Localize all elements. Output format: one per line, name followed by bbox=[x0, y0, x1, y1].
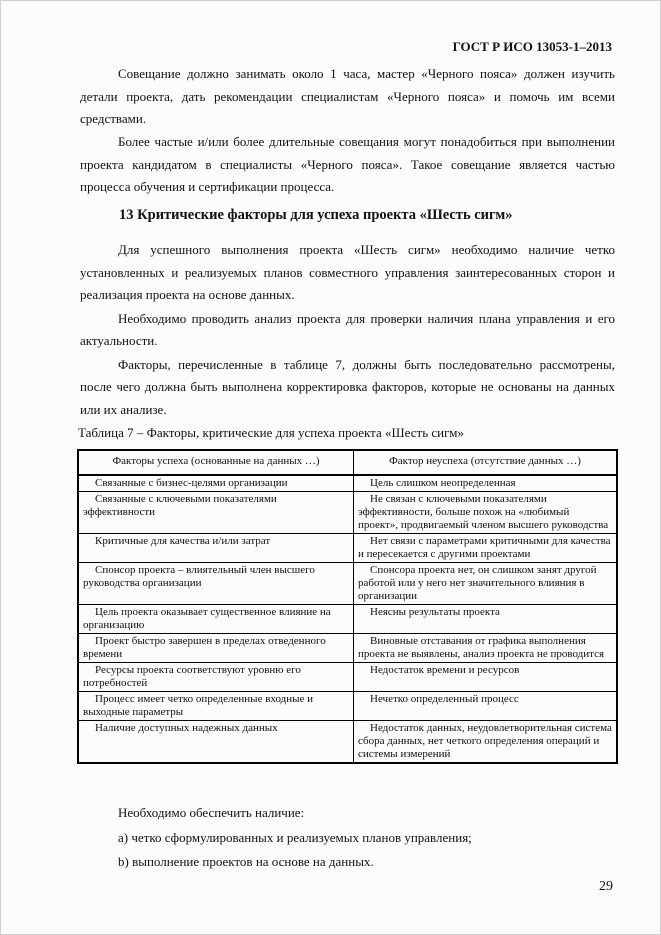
table-caption: Таблица 7 – Факторы, критические для успеха проекта «Шесть сигм» bbox=[78, 425, 464, 440]
table-cell: Виновные отставания от графика выполнения проекта не выявлены, анализ проекта не проводится bbox=[354, 634, 618, 663]
table-cell: Связанные с бизнес-целями организации bbox=[78, 475, 354, 492]
table-header-row bbox=[78, 450, 617, 475]
standard-header: ГОСТ Р ИСО 13053-1–2013 bbox=[452, 39, 612, 54]
table-row bbox=[78, 492, 617, 534]
table-row bbox=[78, 721, 617, 764]
table-cell: Связанные с ключевыми показателями эффективности bbox=[78, 492, 354, 534]
paragraph: Необходимо обеспечить наличие: bbox=[118, 805, 305, 820]
table-cell: Цель слишком неопределенная bbox=[354, 475, 618, 492]
table-cell: Цель проекта оказывает существенное влияние на организацию bbox=[78, 605, 354, 634]
paragraph: Для успешного выполнения проекта «Шесть сигм» необходимо наличие четко установленных и реализуемых планов совместного управления заинтересованных сторон и реализация проекта на основе данных. bbox=[80, 242, 615, 302]
table-row bbox=[78, 534, 617, 563]
paragraph: Необходимо проводить анализ проекта для проверки наличия плана управления и его актуальности. bbox=[80, 310, 615, 348]
table-row bbox=[78, 475, 617, 492]
list-item: b) выполнение проектов на основе на данных. bbox=[118, 854, 374, 869]
table-cell: Ресурсы проекта соответствуют уровню его потребностей bbox=[78, 663, 354, 692]
intro-paragraph-1 bbox=[80, 63, 615, 131]
column-header-success: Факторы успеха (основанные на данных …) bbox=[78, 450, 354, 475]
table-cell: Не связан с ключевыми показателями эффективности, больше похож на «любимый проект», продвигаемый членом высшего руководства bbox=[354, 492, 618, 534]
table-row bbox=[78, 663, 617, 692]
factors-table bbox=[77, 449, 618, 764]
paragraph: Совещание должно занимать около 1 часа, мастер «Черного пояса» должен изучить детали проекта, дать рекомендации специалистам «Черного пояса» и помочь им всеми средствами. bbox=[80, 66, 615, 126]
column-header-failure: Фактор неуспеха (отсутствие данных …) bbox=[354, 450, 618, 475]
after-table-text bbox=[80, 801, 615, 875]
table-cell: Недостаток времени и ресурсов bbox=[354, 663, 618, 692]
table-row bbox=[78, 692, 617, 721]
section-title: 13 Критические факторы для успеха проекта «Шесть сигм» bbox=[119, 207, 513, 223]
paragraph: Более частые и/или более длительные совещания могут понадобиться при выполнении проекта кандидатом в специалисты «Черного пояса». Такое совещание является частью процесса обучения и сертификации процесса. bbox=[80, 134, 615, 194]
list-item: a) четко сформулированных и реализуемых планов управления; bbox=[118, 829, 472, 845]
table-cell: Спонсор проекта – влиятельный член высшего руководства организации bbox=[78, 563, 354, 605]
table-cell: Проект быстро завершен в пределах отведенного времени bbox=[78, 634, 354, 663]
section-paragraphs bbox=[80, 239, 615, 421]
table-cell: Спонсора проекта нет, он слишком занят другой работой или у него нет значительного влияния в организации bbox=[354, 563, 618, 605]
table-cell: Неясны результаты проекта bbox=[354, 605, 618, 634]
table-cell: Нет связи с параметрами критичными для качества и пересекается с другими проектами bbox=[354, 534, 618, 563]
table-cell: Нечетко определенный процесс bbox=[354, 692, 618, 721]
table-row bbox=[78, 605, 617, 634]
page-number: 29 bbox=[599, 879, 613, 894]
table-row bbox=[78, 563, 617, 605]
intro-paragraph-2 bbox=[80, 131, 615, 199]
table-cell: Критичные для качества и/или затрат bbox=[78, 534, 354, 563]
table-cell: Процесс имеет четко определенные входные и выходные параметры bbox=[78, 692, 354, 721]
table-cell: Недостаток данных, неудовлетворительная система сбора данных, нет четкого определения операций и системы измерений bbox=[354, 721, 618, 764]
paragraph: Факторы, перечисленные в таблице 7, должны быть последовательно рассмотрены, после чего должна быть выполнена корректировка факторов, которые не основаны на данных или их анализе. bbox=[80, 356, 615, 417]
table-cell: Наличие доступных надежных данных bbox=[78, 721, 354, 764]
table-row bbox=[78, 634, 617, 663]
